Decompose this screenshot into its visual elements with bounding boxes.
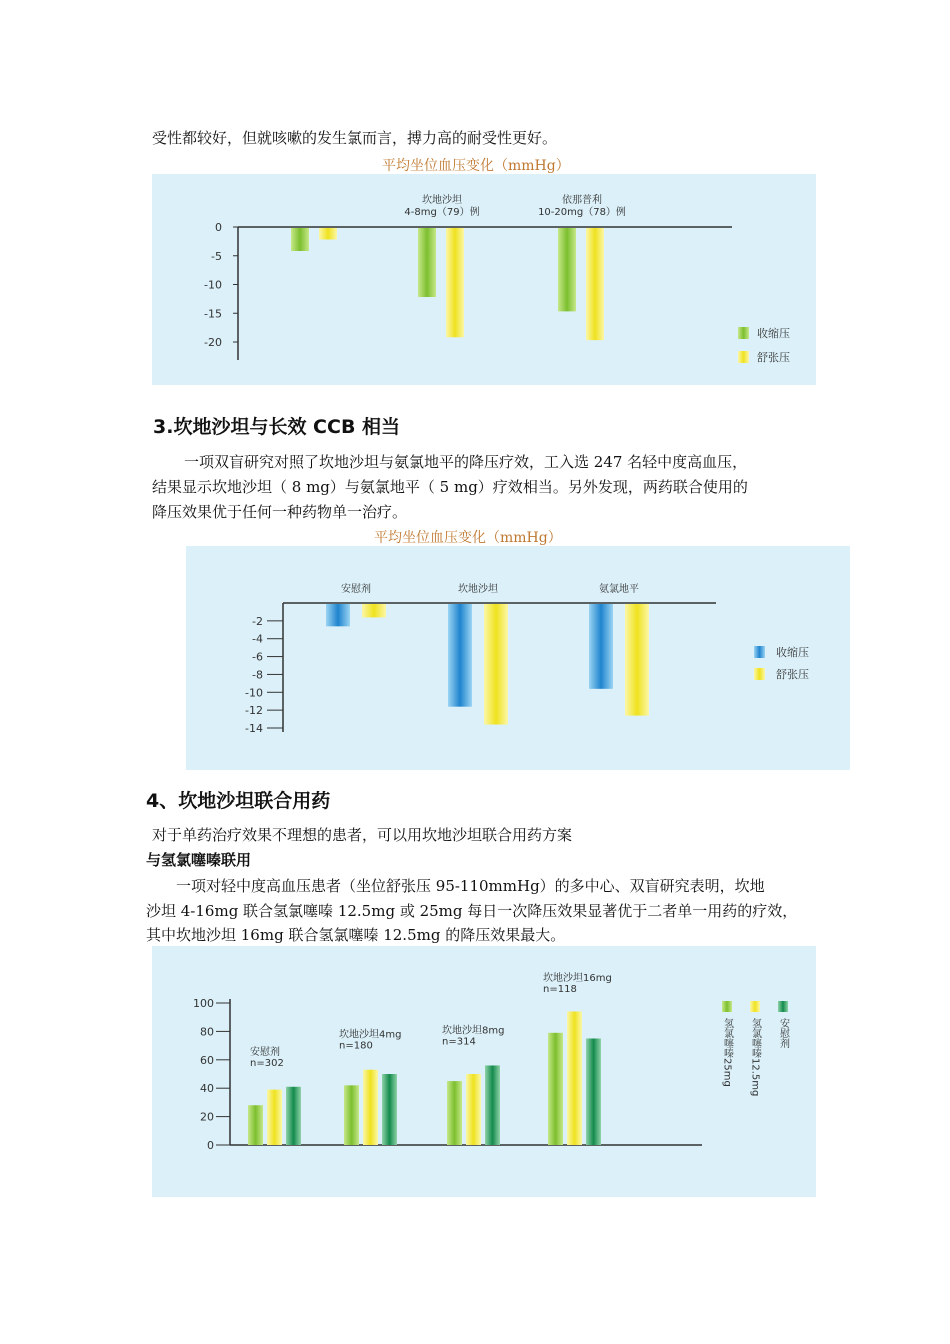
- group-label: 10-20mg（78）例: [538, 207, 626, 218]
- group-label: n=118: [543, 984, 577, 995]
- group-label: 坎地沙坦16mg: [543, 973, 612, 984]
- bar: [319, 228, 337, 240]
- y-tick-label: -5: [211, 249, 222, 263]
- group-label: 坎地沙坦: [422, 195, 462, 206]
- bar: [267, 1090, 282, 1145]
- y-tick-label: 0: [207, 1139, 214, 1152]
- bar: [625, 604, 649, 716]
- y-tick-label: 60: [200, 1053, 214, 1067]
- bar: [485, 1065, 500, 1145]
- legend-label: 氢氯噻嗪12.5mg: [749, 1018, 761, 1097]
- y-tick-label: -10: [204, 278, 222, 292]
- legend-swatch: [738, 351, 749, 363]
- chart-2-panel: [186, 546, 850, 770]
- y-tick-label: -10: [245, 686, 263, 700]
- chart-2: [186, 546, 850, 770]
- legend-label: 安慰剂: [777, 1018, 789, 1048]
- paragraph-line: 降压效果优于任何一种药物单一治疗。: [152, 503, 408, 521]
- y-tick-label: 80: [200, 1025, 214, 1039]
- chart-1-title: 平均坐位血压变化（mmHg）: [382, 158, 570, 174]
- chart-3: [152, 946, 816, 1197]
- y-tick-label: -8: [252, 668, 263, 682]
- legend-label: 舒张压: [757, 351, 790, 364]
- paragraph-line: 其中坎地沙坦 16mg 联合氢氯噻嗪 12.5mg 的降压效果最大。: [146, 926, 566, 944]
- legend-label: 舒张压: [776, 668, 809, 681]
- y-tick-label: -20: [204, 336, 222, 349]
- group-label: 依那普利: [562, 195, 602, 206]
- bar: [344, 1085, 359, 1145]
- bar: [558, 228, 576, 311]
- section-heading: 4、坎地沙坦联合用药: [146, 790, 331, 812]
- group-label: n=180: [339, 1040, 373, 1052]
- legend-swatch: [778, 1001, 788, 1012]
- chart-1: [152, 174, 816, 385]
- paragraph-line: 对于单药治疗效果不理想的患者，可以用坎地沙坦联合用药方案: [152, 826, 573, 844]
- bar: [291, 228, 309, 251]
- subsection-heading: 与氢氯噻嗪联用: [146, 851, 252, 869]
- legend-swatch: [722, 1001, 732, 1012]
- bar: [418, 228, 436, 297]
- chart-1-panel: [152, 174, 816, 385]
- y-tick-label: -4: [252, 632, 263, 646]
- paragraph-line: 一项对轻中度高血压患者（坐位舒张压 95-110mmHg）的多中心、双盲研究表明，坎地: [176, 877, 765, 895]
- y-tick-label: -15: [204, 307, 222, 321]
- bar: [484, 604, 508, 725]
- bar: [586, 228, 604, 340]
- bar: [363, 1070, 378, 1145]
- chart-2-title: 平均坐位血压变化（mmHg）: [374, 530, 562, 546]
- y-tick-label: 20: [200, 1110, 214, 1124]
- legend-label: 氢氯噻嗪25mg: [721, 1018, 733, 1087]
- group-label: 氨氯地平: [599, 584, 639, 595]
- bar: [362, 604, 386, 617]
- group-label: 坎地沙坦: [458, 584, 498, 595]
- bar: [567, 1012, 582, 1145]
- bar: [448, 604, 472, 707]
- bar: [286, 1087, 301, 1145]
- group-label: n=314: [442, 1036, 476, 1048]
- group-label: 坎地沙坦4mg: [339, 1029, 402, 1041]
- y-tick-label: 40: [200, 1082, 214, 1096]
- group-label: 安慰剂: [341, 584, 371, 595]
- group-label: n=302: [250, 1057, 284, 1069]
- group-label: 4-8mg（79）例: [404, 207, 480, 218]
- bar: [382, 1074, 397, 1145]
- chart-3-panel: [152, 946, 816, 1197]
- paragraph-line: 沙坦 4-16mg 联合氢氯噻嗪 12.5mg 或 25mg 每日一次降压效果显著优于二者单一用药的疗效，: [146, 902, 798, 920]
- bar: [326, 604, 350, 626]
- legend-label: 收缩压: [757, 327, 790, 340]
- paragraph-line: 受性都较好，但就咳嗽的发生氯而言，搏力高的耐受性更好。: [152, 129, 558, 147]
- paragraph-line: 结果显示坎地沙坦（ 8 mg）与氨氯地平（ 5 mg）疗效相当。另外发现，两药联合使用的: [152, 478, 748, 496]
- y-tick-label: 100: [193, 997, 214, 1010]
- y-tick-label: -14: [245, 722, 263, 735]
- bar: [446, 228, 464, 337]
- group-label: 安慰剂: [250, 1046, 280, 1058]
- legend-swatch: [754, 646, 765, 658]
- legend-swatch: [750, 1001, 760, 1012]
- y-tick-label: -6: [252, 650, 263, 664]
- bar: [466, 1074, 481, 1145]
- bar: [248, 1105, 263, 1145]
- group-label: 坎地沙坦8mg: [442, 1025, 505, 1037]
- paragraph-line: 一项双盲研究对照了坎地沙坦与氨氯地平的降压疗效，工入选 247 名轻中度高血压，: [184, 453, 748, 471]
- bar: [586, 1039, 601, 1146]
- y-tick-label: -12: [245, 704, 263, 718]
- legend-swatch: [754, 668, 765, 680]
- section-heading: 3.坎地沙坦与长效 CCB 相当: [153, 416, 401, 438]
- legend-label: 收缩压: [776, 646, 809, 659]
- bar: [447, 1081, 462, 1145]
- y-tick-label: -2: [252, 614, 263, 628]
- y-tick-label: 0: [215, 221, 222, 234]
- bar: [548, 1033, 563, 1145]
- legend-swatch: [738, 327, 749, 339]
- bar: [589, 604, 613, 689]
